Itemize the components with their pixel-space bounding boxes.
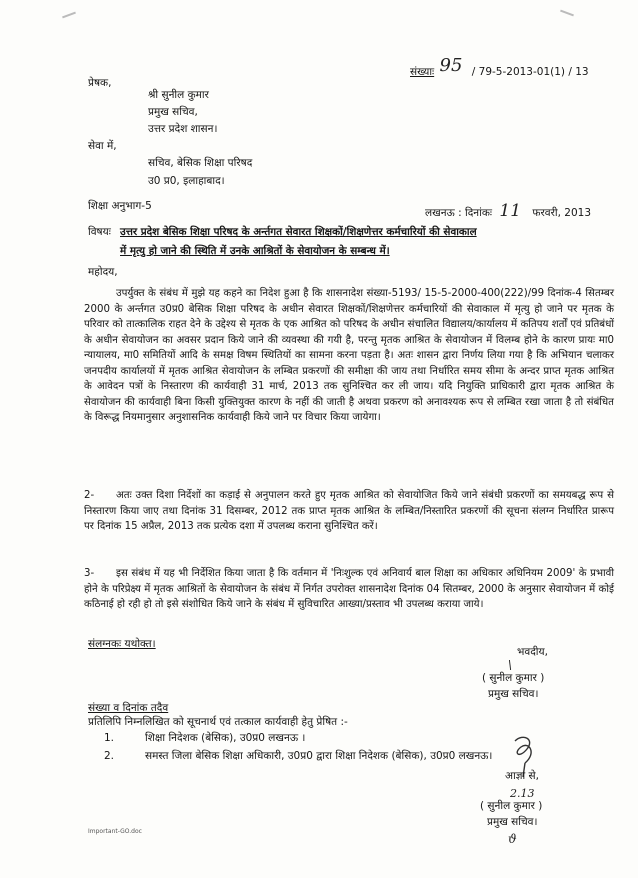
handwritten-date: 2.13 [510,787,535,800]
subject-line-1: उत्तर प्रदेश बेसिक शिक्षा परिषद के अर्न्तगत सेवारत शिक्षकों/शिक्षणेत्तर कर्मचारियों की सेवाकाल [120,226,477,238]
copy-item-1-number: 1. [104,732,115,744]
paragraph-2-number: 2- [84,490,95,501]
sender-label: प्रेषक, [88,77,112,89]
recipient-designation: सचिव, बेसिक शिक्षा परिषद [148,157,253,169]
date-label: लखनऊ : दिनांकः [425,207,493,219]
paragraph-1-text: उपर्युक्त के संबंध में मुझे यह कहने का निदेश हुआ है कि शासनादेश संख्या-5193/ 15-5-2000-400(222)/99 दिनांक-4 सितम्बर 2000 के अर्न्तगत उ0प्र0 बेसिक शिक्षा परिषद के अधीन सेवारत शिक्षकों/शिक्षणेत्तर कर्मचारियों की सेवाकाल में मृत्यु हो जाने पर मृतक के परिवार को तात्कालिक राहत देने के उद्देश्य से मृतक के एक आश्रित को परिषद के अधीन संचालित विद्यालय/कार्यालय में कतिपय शर्तों एवं प्रतिबंधों के अधीन सेवायोजन का अवसर प्रदान किये जाने की व्यवस्था की गयी है, परन्तु मृतक आश्रित के सेवायोजन में विलम्ब होने के कारण प्रायः मा0 न्यायालय, मा0 समितियों आदि के समक्ष विषम स्थितियों का सामना करना पड़ता है। अतः शासन द्वारा निर्णय लिया गया है कि अभियान चलाकर जनपदीय कार्यालयों में मृतक आश्रित सेवायोजन के लम्बित प्रकरणों की समीक्षा की जाय तथा निर्धारित समय सीमा के अन्दर प्राप्त मृतक आश्रित के आवेदन पत्रों के निस्तारण की कार्यवाही 31 मार्च, 2013 तक सुनिश्चित कर ली जाय। यदि नियुक्ति प्राधिकारी द्वारा मृतक आश्रित के सेवायोजन की कार्यवाही बिना किसी युक्तियुक्त कारण के नहीं की जाती है अथवा प्रकरण को अनावश्यक रूप से लम्बित रखा जाता है तो संबंधित के विरूद्ध नियमानुसार अनुशासनिक कार्यवाही किये जाने पर विचार किया जायेगा। [84,288,614,423]
signatory-name: ( सुनील कुमार ) [482,672,545,684]
second-signatory-name: ( सुनील कुमार ) [480,800,543,812]
order-line: आज्ञा से, [505,770,539,782]
subject-label: विषयः [88,226,111,238]
copy-item-2-text: समस्त जिला बेसिक शिक्षा अधिकारी, उ0प्र0 द्वारा शिक्षा निदेशक (बेसिक), उ0प्र0 लखनऊ। [145,750,493,762]
initial-mark: ϑ [508,832,517,846]
paragraph-3-number: 3- [84,568,95,579]
valediction: भवदीय, [517,646,548,658]
recipient-place: उ0 प्र0, इलाहाबाद। [148,175,225,187]
signature-tick: \ [508,658,513,672]
date-rest: फरवरी, 2013 [532,207,591,219]
salutation: महोदय, [88,266,118,278]
reference-number [410,55,589,79]
copy-item-1-text: शिक्षा निदेशक (बेसिक), उ0प्र0 लखनऊ । [145,732,306,744]
copy-item-2-number: 2. [104,750,115,762]
paragraph-2 [84,488,614,535]
scan-mark [560,10,574,17]
paragraph-2-text: अतः उक्त दिशा निर्देशों का कड़ाई से अनुपालन करते हुए मृतक आश्रित को सेवायोजित किये जाने संबंधी प्रकरणों का समयबद्ध रूप से निस्तारण किया जाए तथा दिनांक 31 दिसम्बर, 2012 तक प्राप्त मृतक आश्रित के लम्बित/निस्तारित प्रकरणों की सूचना संलग्न निर्धारित प्रारूप पर दिनांक 15 अप्रैल, 2013 तक प्रत्येक दशा में उपलब्ध कराना सुनिश्चित करें। [84,490,614,532]
paragraph-1 [84,286,614,426]
sender-office: उत्तर प्रदेश शासन। [148,123,218,135]
copy-intro: प्रतिलिपि निम्नलिखित को सूचनार्थ एवं तत्काल कार्यवाही हेतु प्रेषित :- [88,716,348,728]
recipient-label: सेवा में, [88,140,117,152]
enclosure-note: संलग्नकः यथोक्त। [88,638,156,650]
sender-name: श्री सुनील कुमार [148,89,209,101]
reference-handwritten-number: 95 [439,55,463,76]
paragraph-3 [84,566,614,613]
scan-mark [62,12,76,19]
paragraph-3-text: इस संबंध में यह भी निर्देशित किया जाता है कि वर्तमान में 'निःशुल्क एवं अनिवार्य बाल शिक्षा का अधिकार अधिनियम 2009' के प्रभावी होने के परिप्रेक्ष्य में मृतक आश्रितों के सेवायोजन के संबंध में निर्गत उपरोक्त शासनादेश दिनांक 04 सितम्बर, 2000 के अनुसार सेवायोजन में कोई कठिनाई हो रही हो तो इसे संशोधित किये जाने के संबंध में सुविचारित आख्या/प्रस्ताव भी उपलब्ध कराया जाये। [84,568,614,610]
copy-heading: संख्या व दिनांक तदैव [88,702,169,714]
date-day-handwritten: 11 [499,201,522,221]
sender-designation: प्रमुख सचिव, [148,106,198,118]
reference-suffix: / 79-5-2013-01(1) / 13 [471,66,589,78]
reference-prefix: संख्याः [410,66,435,78]
second-signatory-designation: प्रमुख सचिव। [487,816,538,828]
signatory-designation: प्रमुख सचिव। [488,688,539,700]
letter-date [425,201,591,221]
section-name: शिक्षा अनुभाग-5 [88,200,152,212]
subject-line-2: में मृत्यु हो जाने की स्थिति में उनके आश्रितों के सेवायोजन के सम्बन्ध में। [120,245,390,257]
footer-filename: Important-GO.doc [88,828,142,835]
